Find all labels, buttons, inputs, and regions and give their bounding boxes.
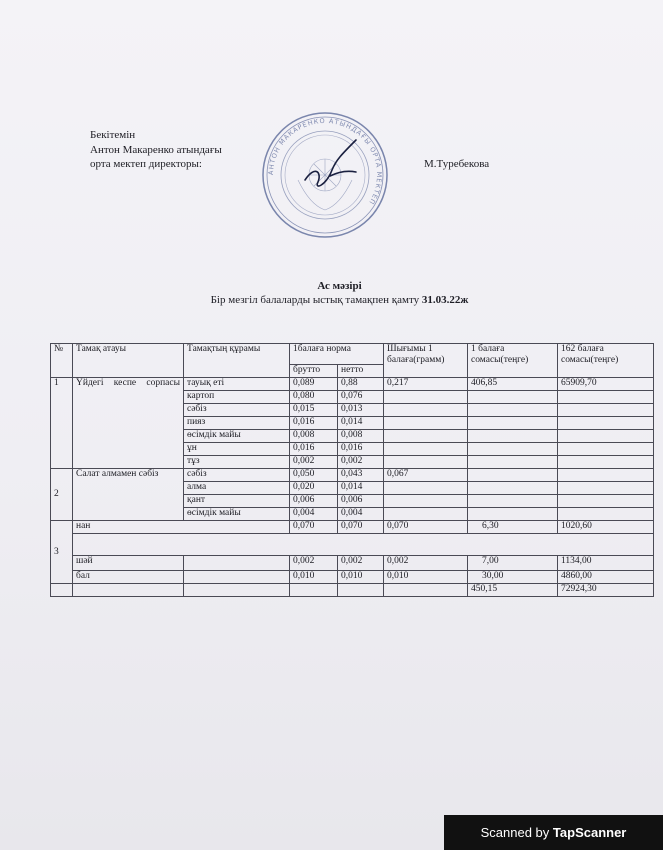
watermark-prefix: Scanned by bbox=[480, 825, 550, 840]
net-cell: 0,88 bbox=[338, 378, 384, 391]
empty-cell bbox=[384, 584, 468, 597]
approval-line-3: орта мектеп директоры: bbox=[90, 158, 202, 170]
dish-cell: нан bbox=[73, 521, 290, 534]
empty-cell bbox=[184, 571, 290, 584]
empty-cell bbox=[558, 404, 654, 417]
header-dish: Тамақ атауы bbox=[73, 344, 184, 378]
net-cell: 0,070 bbox=[338, 521, 384, 534]
gross-cell: 0,008 bbox=[290, 430, 338, 443]
approval-block bbox=[90, 128, 222, 172]
group-1-cost-one: 406,85 bbox=[468, 378, 558, 391]
gross-cell: 0,004 bbox=[290, 508, 338, 521]
empty-cell bbox=[558, 443, 654, 456]
header-gross: брутто bbox=[290, 365, 338, 378]
net-cell: 0,014 bbox=[338, 417, 384, 430]
net-cell: 0,004 bbox=[338, 508, 384, 521]
empty-cell bbox=[51, 584, 73, 597]
empty-cell bbox=[468, 417, 558, 430]
group-1-dish: Үйдегі кеспе сорпасы bbox=[73, 378, 184, 469]
header-cost-one: 1 балаға сомасы(теңге) bbox=[468, 344, 558, 378]
empty-cell bbox=[558, 508, 654, 521]
empty-cell bbox=[384, 443, 468, 456]
empty-cell bbox=[184, 584, 290, 597]
net-cell: 0,010 bbox=[338, 571, 384, 584]
empty-cell bbox=[384, 417, 468, 430]
output-cell: 0,002 bbox=[384, 556, 468, 571]
empty-cell bbox=[384, 456, 468, 469]
cost-one-cell: 7,00 bbox=[468, 556, 558, 571]
empty-cell bbox=[384, 430, 468, 443]
school-stamp-seal bbox=[260, 110, 390, 240]
stamp-text: АНТОН МАКАРЕНКО АТЫНДАҒЫ ОРТА МЕКТЕП bbox=[266, 116, 384, 207]
approval-line-2: Антон Макаренко атындағы bbox=[90, 143, 222, 156]
gross-cell: 0,002 bbox=[290, 456, 338, 469]
header-norm: 1балаға норма bbox=[290, 344, 384, 365]
menu-table bbox=[50, 343, 654, 597]
gross-cell: 0,050 bbox=[290, 469, 338, 482]
empty-cell bbox=[468, 469, 558, 482]
ingredient-cell: сәбіз bbox=[184, 469, 290, 482]
empty-cell bbox=[468, 495, 558, 508]
gross-cell: 0,015 bbox=[290, 404, 338, 417]
empty-cell bbox=[468, 482, 558, 495]
empty-cell bbox=[558, 456, 654, 469]
empty-cell bbox=[384, 495, 468, 508]
dish-cell: шәй bbox=[73, 556, 184, 571]
empty-cell bbox=[468, 404, 558, 417]
group-1-num: 1 bbox=[51, 378, 73, 469]
ingredient-cell: тұз bbox=[184, 456, 290, 469]
cost-one-cell: 6,30 bbox=[468, 521, 558, 534]
empty-cell bbox=[468, 430, 558, 443]
group-1-output: 0,217 bbox=[384, 378, 468, 391]
gross-cell: 0,006 bbox=[290, 495, 338, 508]
table-row bbox=[51, 378, 654, 391]
net-cell: 0,002 bbox=[338, 556, 384, 571]
group-2-output: 0,067 bbox=[384, 469, 468, 482]
net-cell: 0,002 bbox=[338, 456, 384, 469]
gross-cell: 0,016 bbox=[290, 417, 338, 430]
header-output: Шығымы 1 балаға(грамм) bbox=[384, 344, 468, 378]
empty-row-cell bbox=[73, 534, 654, 556]
subtitle-text: Бір мезгіл балаларды ыстық тамақпен қамту bbox=[210, 294, 420, 306]
cost-all-cell: 1134,00 bbox=[558, 556, 654, 571]
total-cost-all: 72924,30 bbox=[558, 584, 654, 597]
empty-cell bbox=[558, 391, 654, 404]
header-row bbox=[51, 344, 654, 365]
totals-row bbox=[51, 584, 654, 597]
ingredient-cell: картоп bbox=[184, 391, 290, 404]
group-1-cost-all: 65909,70 bbox=[558, 378, 654, 391]
ingredient-cell: сәбіз bbox=[184, 404, 290, 417]
empty-cell bbox=[558, 417, 654, 430]
table-row bbox=[51, 556, 654, 571]
gross-cell: 0,020 bbox=[290, 482, 338, 495]
header-composition: Тамақтың құрамы bbox=[184, 344, 290, 378]
gross-cell: 0,070 bbox=[290, 521, 338, 534]
empty-cell bbox=[468, 508, 558, 521]
empty-cell bbox=[468, 456, 558, 469]
ingredient-cell: тауық еті bbox=[184, 378, 290, 391]
table-row bbox=[51, 534, 654, 556]
net-cell: 0,016 bbox=[338, 443, 384, 456]
output-cell: 0,010 bbox=[384, 571, 468, 584]
empty-cell bbox=[558, 495, 654, 508]
gross-cell: 0,010 bbox=[290, 571, 338, 584]
ingredient-cell: пияз bbox=[184, 417, 290, 430]
empty-cell bbox=[184, 556, 290, 571]
gross-cell: 0,080 bbox=[290, 391, 338, 404]
header-num: № bbox=[51, 344, 73, 378]
empty-cell bbox=[384, 508, 468, 521]
empty-cell bbox=[558, 469, 654, 482]
cost-all-cell: 4860,00 bbox=[558, 571, 654, 584]
ingredient-cell: өсімдік майы bbox=[184, 508, 290, 521]
watermark-brand: TapScanner bbox=[552, 825, 627, 840]
gross-cell: 0,002 bbox=[290, 556, 338, 571]
cost-one-cell: 30,00 bbox=[468, 571, 558, 584]
net-cell: 0,008 bbox=[338, 430, 384, 443]
net-cell: 0,014 bbox=[338, 482, 384, 495]
group-2-num: 2 bbox=[51, 469, 73, 521]
dish-cell: бал bbox=[73, 571, 184, 584]
net-cell: 0,006 bbox=[338, 495, 384, 508]
header-cost-all: 162 балаға сомасы(теңге) bbox=[558, 344, 654, 378]
empty-cell bbox=[468, 443, 558, 456]
empty-cell bbox=[468, 391, 558, 404]
header-net: нетто bbox=[338, 365, 384, 378]
menu-subtitle bbox=[8, 294, 663, 306]
net-cell: 0,043 bbox=[338, 469, 384, 482]
menu-date: 31.03.22ж bbox=[421, 294, 469, 306]
net-cell: 0,013 bbox=[338, 404, 384, 417]
table-row bbox=[51, 521, 654, 534]
group-2-dish: Салат алмамен сәбіз bbox=[73, 469, 184, 521]
output-cell: 0,070 bbox=[384, 521, 468, 534]
empty-cell bbox=[290, 584, 338, 597]
ingredient-cell: қант bbox=[184, 495, 290, 508]
empty-cell bbox=[338, 584, 384, 597]
gross-cell: 0,089 bbox=[290, 378, 338, 391]
table-row bbox=[51, 571, 654, 584]
director-name: М.Туребекова bbox=[424, 158, 490, 170]
ingredient-cell: алма bbox=[184, 482, 290, 495]
table-row bbox=[51, 469, 654, 482]
empty-cell bbox=[384, 391, 468, 404]
empty-cell bbox=[558, 482, 654, 495]
ingredient-cell: өсімдік майы bbox=[184, 430, 290, 443]
empty-cell bbox=[384, 482, 468, 495]
ingredient-cell: ұн bbox=[184, 443, 290, 456]
empty-cell bbox=[558, 430, 654, 443]
net-cell: 0,076 bbox=[338, 391, 384, 404]
empty-cell bbox=[73, 584, 184, 597]
scanner-watermark bbox=[444, 815, 663, 850]
empty-cell bbox=[384, 404, 468, 417]
gross-cell: 0,016 bbox=[290, 443, 338, 456]
total-cost-one: 450,15 bbox=[468, 584, 558, 597]
approval-line-1: Бекітемін bbox=[90, 129, 136, 141]
menu-title: Ас мәзірі bbox=[317, 280, 362, 292]
group-3-num: 3 bbox=[51, 521, 73, 584]
cost-all-cell: 1020,60 bbox=[558, 521, 654, 534]
